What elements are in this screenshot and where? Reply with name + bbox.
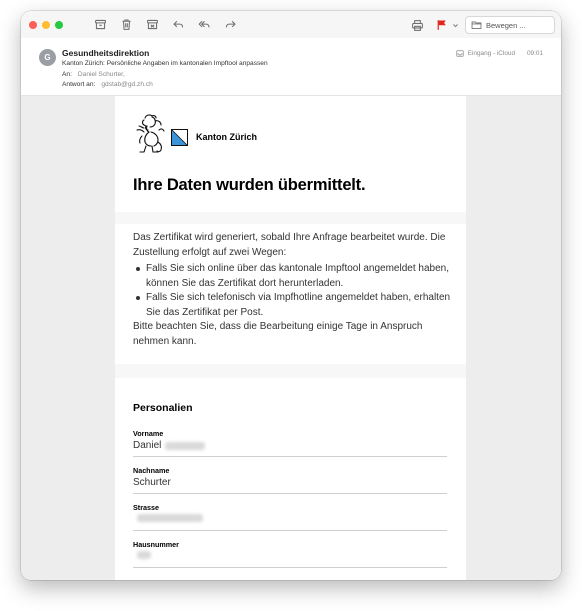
- trash-icon: [120, 18, 133, 31]
- message-header: [21, 38, 561, 96]
- archive-icon: [94, 18, 107, 31]
- field-label: Nachname: [133, 466, 170, 475]
- print-button[interactable]: [404, 15, 430, 35]
- list-item: Falls Sie sich online über das kantonale Impftool angemeldet haben, können Sie das Zertifikat dort herunterladen.: [133, 262, 451, 291]
- field-street: [133, 503, 447, 531]
- email-card: [115, 96, 466, 580]
- section-divider: [115, 364, 466, 378]
- avatar: G: [39, 49, 56, 66]
- field-first-name: [133, 429, 447, 457]
- field-label: Hausnummer: [133, 540, 179, 549]
- reply-icon: [172, 18, 185, 31]
- section-divider: [115, 212, 466, 224]
- sender-name[interactable]: Gesundheitsdirektion: [62, 48, 150, 58]
- field-value: [133, 440, 447, 451]
- message-body[interactable]: [21, 96, 561, 580]
- toolbar-right: [404, 15, 555, 35]
- redacted-text: [137, 514, 203, 522]
- outro-text: Bitte beachten Sie, dass die Bearbeitung einige Tage in Anspruch nehmen kann.: [133, 321, 423, 347]
- reply-all-icon: [198, 18, 211, 31]
- received-time: 09:01: [527, 50, 543, 57]
- mail-window: [21, 11, 561, 580]
- mailbox-name[interactable]: Eingang - iCloud: [467, 50, 515, 57]
- flag-icon: [436, 19, 448, 31]
- window-controls: [29, 21, 63, 29]
- flag-button[interactable]: [436, 19, 459, 31]
- canton-shield-icon: [171, 129, 188, 146]
- delete-button[interactable]: [113, 15, 139, 35]
- canton-logo: [133, 112, 257, 158]
- redacted-text: [137, 551, 151, 559]
- print-icon: [411, 19, 424, 32]
- field-last-name: [133, 466, 447, 494]
- toolbar-actions: [87, 15, 243, 35]
- move-button[interactable]: [465, 16, 555, 34]
- junk-button[interactable]: [139, 15, 165, 35]
- reply-all-button[interactable]: [191, 15, 217, 35]
- redacted-text: [165, 442, 205, 450]
- mailbox-info: [456, 50, 543, 57]
- email-headline: Ihre Daten wurden übermittelt.: [133, 176, 366, 194]
- reply-to-label: Antwort an:: [62, 81, 96, 88]
- lion-emblem-icon: [133, 112, 167, 158]
- list-item: Falls Sie sich telefonisch via Impfhotline angemeldet haben, erhalten Sie das Zertifikat per Post.: [133, 291, 451, 320]
- forward-button[interactable]: [217, 15, 243, 35]
- reply-button[interactable]: [165, 15, 191, 35]
- field-value-text: Schurter: [133, 477, 171, 488]
- reply-to-value[interactable]: gdstab@gd.zh.ch: [101, 81, 153, 88]
- toolbar: [21, 11, 561, 38]
- close-window-button[interactable]: [29, 21, 37, 29]
- minimize-window-button[interactable]: [42, 21, 50, 29]
- reply-to-line: [62, 81, 153, 88]
- chevron-down-icon: [452, 22, 459, 29]
- field-value: [133, 477, 447, 488]
- personal-data-title: Personalien: [133, 402, 193, 414]
- to-value[interactable]: Daniel Schurter,: [77, 71, 125, 78]
- canton-name: Kanton Zürich: [196, 132, 257, 142]
- inbox-icon: [456, 50, 464, 57]
- message-subject: Kanton Zürich: Persönliche Angaben im kantonalen Impftool anpassen: [62, 60, 268, 67]
- field-house-number: [133, 540, 447, 568]
- intro-text: Das Zertifikat wird generiert, sobald Ihre Anfrage bearbeitet wurde. Die Zustellung erfolgt auf zwei Wegen:: [133, 232, 446, 258]
- folder-icon: [471, 20, 482, 30]
- field-label: Strasse: [133, 503, 159, 512]
- zoom-window-button[interactable]: [55, 21, 63, 29]
- field-label: Vorname: [133, 429, 164, 438]
- forward-icon: [224, 18, 237, 31]
- move-button-label: Bewegen ...: [486, 20, 526, 30]
- junk-icon: [146, 18, 159, 31]
- field-value: [133, 514, 447, 522]
- recipient-line: [62, 71, 125, 78]
- field-value-text: Daniel: [133, 440, 162, 451]
- archive-button[interactable]: [87, 15, 113, 35]
- to-label: An:: [62, 71, 72, 78]
- intro-block: [133, 231, 451, 349]
- field-value: [133, 551, 447, 559]
- delivery-options-list: [133, 262, 451, 320]
